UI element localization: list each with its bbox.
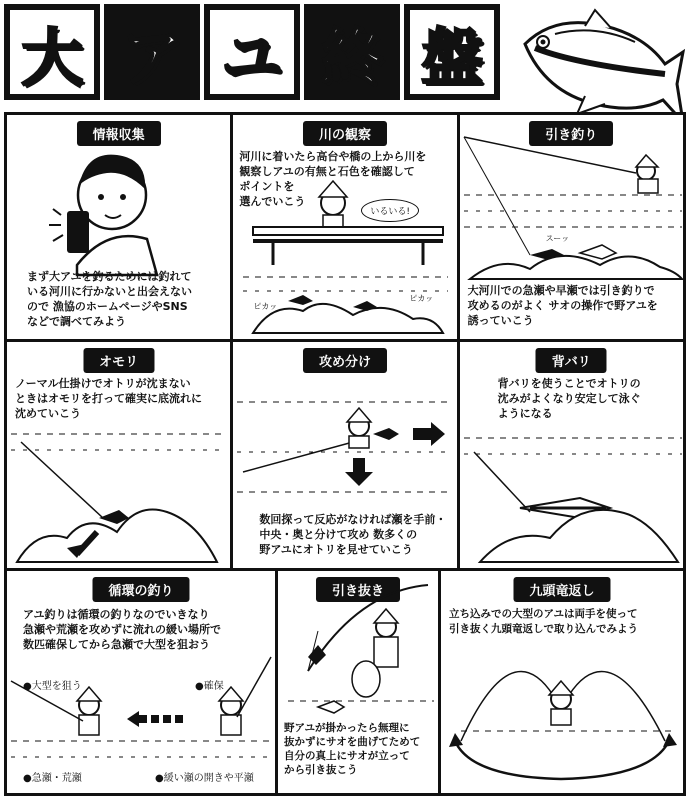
panel-junkan-title: 循環の釣り <box>92 577 189 602</box>
panel-hikinuki-text <box>284 721 420 777</box>
title-char-1: 大 <box>20 20 83 94</box>
panel-omori <box>7 342 230 568</box>
panel-hiki-text <box>468 283 658 328</box>
tips-grid <box>4 112 686 796</box>
panel-kuzu-line-2: 引き抜く九頭竜返しで取り込んでみよう <box>449 623 638 635</box>
panel-semewake-text <box>259 512 446 557</box>
title-tile-4 <box>306 6 398 98</box>
panel-junkan-line-2: 急瀬や荒瀬を攻めずに流れの緩い場所で <box>23 623 221 636</box>
title-tile-3 <box>206 6 298 98</box>
panel-river-line-2: 観察しアユの有無と石色を確認して <box>239 165 415 178</box>
title-char-4: 終 <box>320 20 383 94</box>
panel-sebari-line-2: 沈みがよくなり安定して泳ぐ <box>497 392 641 405</box>
panel-hiki-line-1: 大河川での急瀬や早瀬では引き釣りで <box>467 284 655 297</box>
row-2 <box>7 342 683 568</box>
title-char-5: 盤 <box>420 20 483 94</box>
panel-hikinuki-line-3: 自分の真上にサオが立って <box>284 750 410 762</box>
panel-hiki-title: 引き釣り <box>529 121 613 146</box>
panel-hiki-line-2: 攻めるのがよく サオの操作で野アユを <box>467 299 658 312</box>
panel-semewake <box>233 342 456 568</box>
panel-kuzu-line-1: 立ち込みでの大型のアユは両手を使って <box>449 608 638 620</box>
row-3 <box>7 571 683 793</box>
panel-info-line-4: などで調べてみよう <box>27 315 126 328</box>
panel-semewake-title: 攻め分け <box>303 348 387 373</box>
panel-omori-line-1: ノーマル仕掛けでオトリが沈まない <box>15 377 191 390</box>
panel-river <box>233 115 456 339</box>
junkan-label-kyuse: ●急瀬・荒瀬 <box>23 773 82 784</box>
title-tile-5 <box>406 6 498 98</box>
junkan-label-kakuho: ●確保 <box>195 681 224 692</box>
panel-omori-title: オモリ <box>83 348 154 373</box>
panel-sebari-line-3: ようになる <box>497 407 553 420</box>
panel-info-title: 情報収集 <box>77 121 161 146</box>
panel-info-line-2: いる河川に行かないと出会えない <box>27 285 192 298</box>
kuzu-illustration <box>441 571 683 793</box>
omori-illustration <box>7 342 229 568</box>
panel-semewake-line-3: 野アユにオトリを見せていこう <box>259 543 413 556</box>
panel-info <box>7 115 230 339</box>
river-sfx-1: ピカッ <box>253 302 278 311</box>
title-char-3: ユ <box>220 20 283 94</box>
panel-sebari-title: 背バリ <box>536 348 607 373</box>
panel-river-line-3: ポイントを <box>239 180 295 193</box>
panel-hikinuki-line-1: 野アユが掛かったら無理に <box>284 722 410 734</box>
row-1 <box>7 115 683 339</box>
panel-sebari <box>460 342 683 568</box>
panel-info-line-3: ので 漁協のホームページやSNS <box>27 300 188 313</box>
panel-kuzu-title: 九頭竜返し <box>513 577 610 602</box>
panel-sebari-line-1: 背バリを使うことでオトリの <box>497 377 641 390</box>
river-sfx-2: ピカッ <box>409 294 434 303</box>
panel-river-title: 川の観察 <box>303 121 387 146</box>
hiki-sfx: スーッ <box>545 234 570 243</box>
panel-omori-line-2: ときはオモリを打って確実に底流れに <box>15 392 202 405</box>
title-banner <box>6 6 506 106</box>
title-tile-2 <box>106 6 198 98</box>
panel-kuzu <box>441 571 683 793</box>
panel-semewake-line-2: 中央・奥と分けて攻め 数多くの <box>259 528 418 541</box>
panel-river-line-1: 河川に着いたら高台や橋の上から川を <box>239 150 427 163</box>
panel-hikinuki-title: 引き抜き <box>316 577 400 602</box>
panel-junkan-line-1: アユ釣りは循環の釣りなのでいきなり <box>23 608 210 621</box>
panel-semewake-line-1: 数回探って反応がなければ瀬を手前・ <box>259 513 447 526</box>
panel-info-text <box>27 269 192 329</box>
panel-hiki-line-3: 誘っていこう <box>467 314 534 327</box>
panel-river-line-4: 選んでいこう <box>239 195 306 208</box>
panel-hikinuki <box>278 571 438 793</box>
panel-hikinuki-line-2: 抜かずにサオを曲げてためて <box>284 736 421 748</box>
title-tile-1 <box>6 6 98 98</box>
panel-omori-line-3: 沈めていこう <box>15 407 81 420</box>
sebari-illustration <box>460 342 683 568</box>
panel-junkan-line-3: 数匹確保してから急瀬で大型を狙おう <box>23 638 210 651</box>
river-speech-bubble: いるいる! <box>361 199 419 222</box>
junkan-label-big: ●大型を狙う <box>23 681 82 692</box>
panel-info-line-1: まず大アユを釣るためには釣れて <box>27 270 192 283</box>
panel-hikinuki-line-4: から引き抜こう <box>284 764 358 776</box>
title-char-2: ア <box>120 20 183 94</box>
panel-hiki <box>460 115 683 339</box>
junkan-label-yurui: ●緩い瀬の開きや平瀬 <box>155 773 254 784</box>
panel-junkan <box>7 571 275 793</box>
